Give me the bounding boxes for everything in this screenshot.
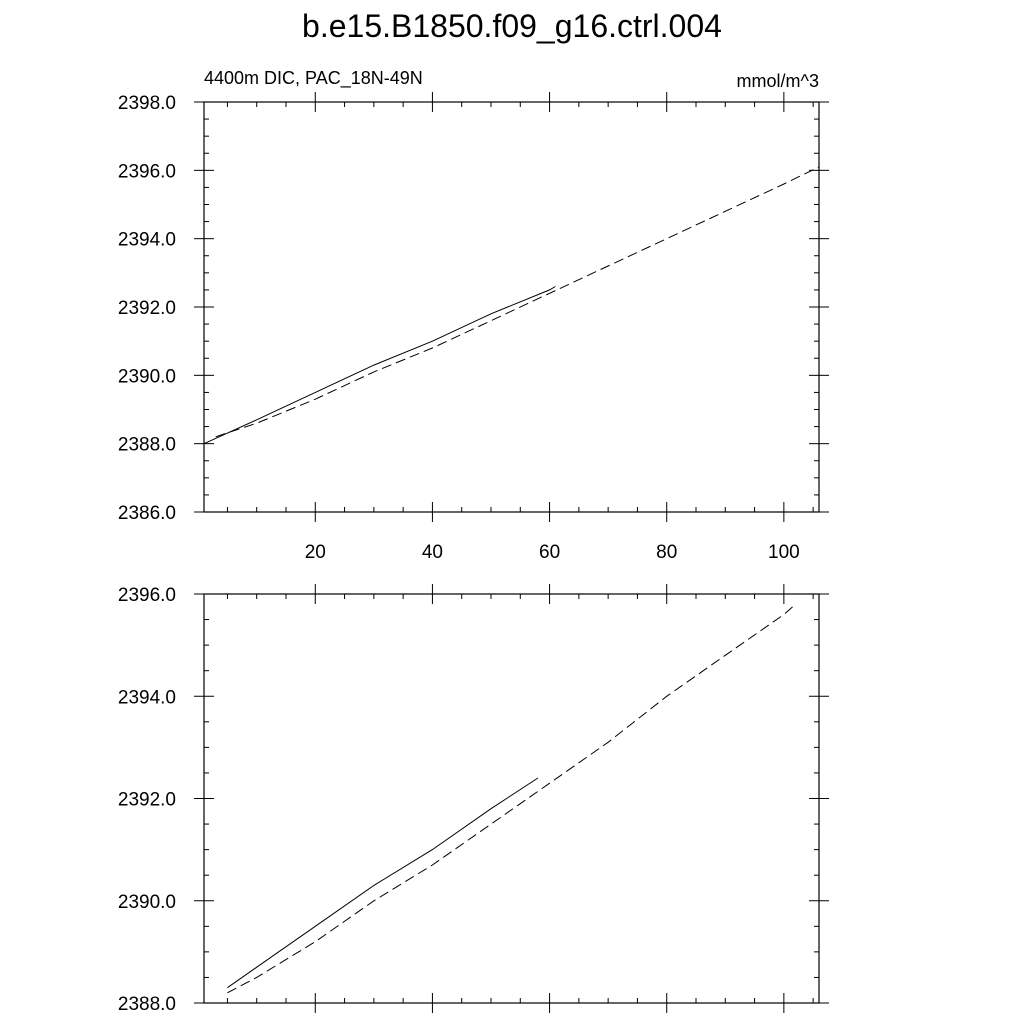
units-label: mmol/m^3 xyxy=(736,71,819,91)
series-line-solid xyxy=(204,287,555,444)
plot-frame xyxy=(204,102,819,512)
y-tick-label: 2390.0 xyxy=(117,891,176,913)
x-tick-label: 100 xyxy=(768,542,800,563)
y-tick-label: 2388.0 xyxy=(117,994,176,1015)
y-tick-label: 2394.0 xyxy=(117,687,176,709)
page-title: b.e15.B1850.f09_g16.ctrl.004 xyxy=(302,8,722,44)
series-line-dashed xyxy=(227,604,795,993)
y-tick-label: 2386.0 xyxy=(117,503,176,524)
x-tick-label: 40 xyxy=(421,542,443,563)
plot-frame xyxy=(204,594,819,1003)
x-tick-label: 20 xyxy=(304,542,326,563)
left-subtitle: 4400m DIC, PAC_18N-49N xyxy=(204,68,423,88)
top-panel xyxy=(118,68,829,563)
series-line-solid xyxy=(227,778,538,988)
y-tick-label: 2398.0 xyxy=(117,93,176,114)
y-tick-label: 2396.0 xyxy=(117,585,176,606)
y-tick-label: 2392.0 xyxy=(117,298,176,319)
y-tick-label: 2390.0 xyxy=(117,366,176,388)
y-tick-label: 2388.0 xyxy=(117,434,176,456)
x-tick-label: 60 xyxy=(539,542,561,563)
y-tick-label: 2394.0 xyxy=(117,229,176,251)
y-tick-label: 2392.0 xyxy=(117,789,176,811)
x-tick-label: 80 xyxy=(656,542,678,563)
y-tick-label: 2396.0 xyxy=(117,161,176,183)
bottom-panel xyxy=(118,584,829,1015)
